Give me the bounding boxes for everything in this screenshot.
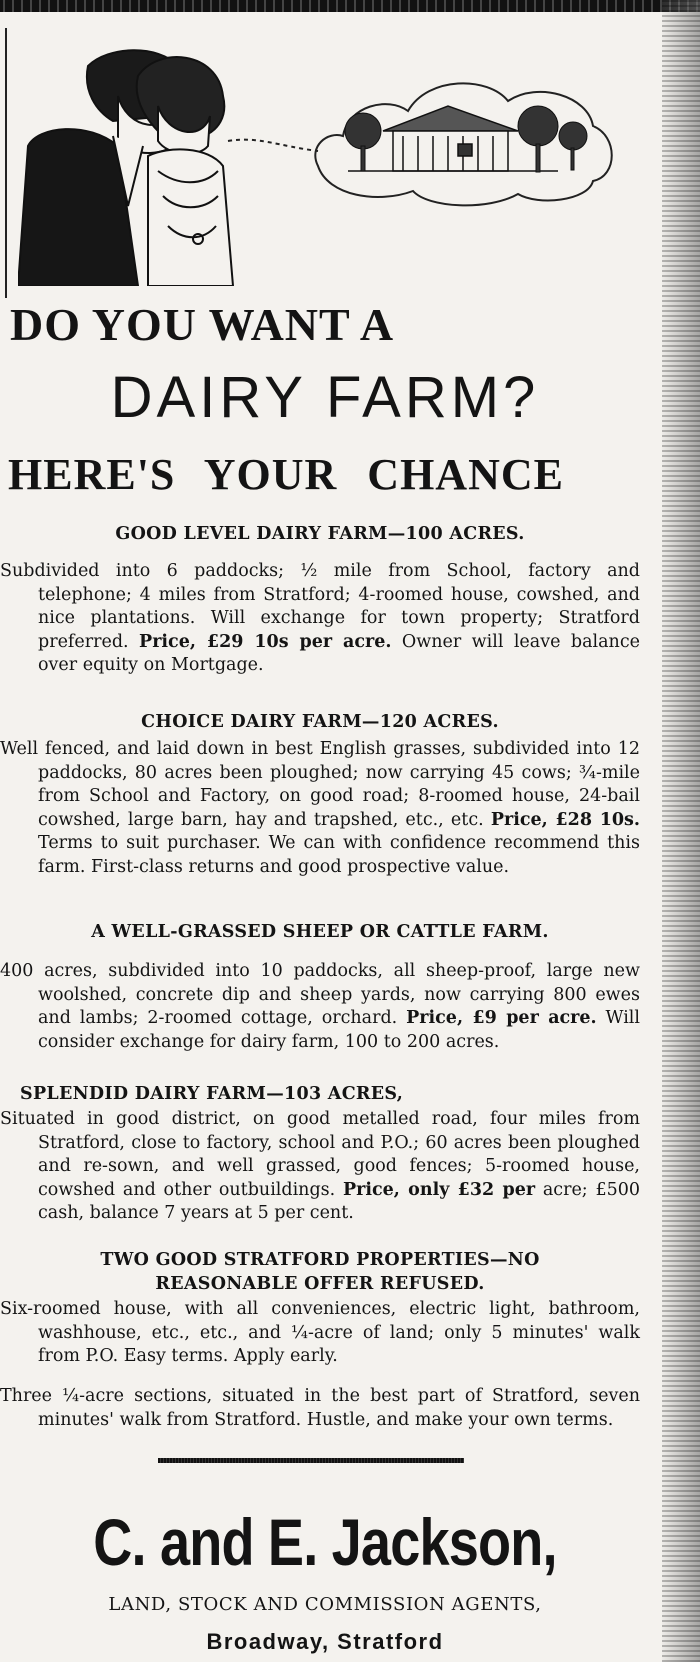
listing-heading: A WELL-GRASSED SHEEP OR CATTLE FARM. xyxy=(91,922,549,942)
listing-heading: SPLENDID DAIRY FARM—103 ACRES, xyxy=(20,1084,404,1104)
listing-heading: GOOD LEVEL DAIRY FARM—100 ACRES. xyxy=(115,524,525,544)
listing-description: Well fenced, and laid down in best English grasses, subdivided into 12 paddocks, 80 acres been ploughed; now carrying 45 cows; ¾-mile from School and Factory, on good road; 8-roomed house, 24-bail cowshed, large barn, hay and trapshed, etc., etc. Price, £28 10s. Terms to suit purchaser. We can with confidence recommend this farm. First-class returns and good prospective value. xyxy=(0,739,641,877)
listing-heading: CHOICE DAIRY FARM—120 ACRES. xyxy=(141,712,499,732)
listing-splendid-dairy-farm xyxy=(0,1082,640,1226)
listing-price: Price, only £32 per xyxy=(342,1179,536,1200)
listing-heading: TWO GOOD STRATFORD PROPERTIES—NO REASONABLE OFFER REFUSED. xyxy=(100,1250,540,1294)
divider-rule xyxy=(158,1458,464,1463)
headline-do-you-want-a: DO YOU WANT A xyxy=(10,299,395,350)
couple-dreaming-of-farmhouse-illustration xyxy=(18,36,648,286)
listing-price: Price, £9 per acre. xyxy=(406,1008,597,1028)
firm-name: C. and E. Jackson, xyxy=(93,1505,557,1579)
listing-quarter-acre-sections xyxy=(0,1385,640,1432)
left-border-rule xyxy=(5,28,7,298)
woman-figure xyxy=(137,57,233,286)
page-edge-shadow xyxy=(662,0,700,1662)
listing-description: Situated in good district, on good metalled road, four miles from Stratford, close to factory, school and P.O.; 60 acres been ploughed and re-sown, and well grassed, good fences; 5-roomed house, cowshed and other outbuildings. Price, only £32 per acre; £500 cash, balance 7 years at 5 per cent. xyxy=(0,1109,641,1223)
headline-heres-your-chance: HERE'S YOUR CHANCE xyxy=(8,450,564,499)
firm-address: Broadway, Stratford xyxy=(206,1629,444,1654)
listing-sheep-or-cattle-farm xyxy=(0,920,640,1054)
listing-description: Subdivided into 6 paddocks; ½ mile from School, factory and telephone; 4 miles from Stratford; 4-roomed house, cowshed, and nice plantations. Will exchange for town property; Stratford preferred. Price, £29 10s per acre. Owner will leave balance over equity on Mortgage. xyxy=(0,561,640,675)
listing-good-level-dairy-farm xyxy=(0,522,640,678)
listing-price: Price, £29 10s per acre. xyxy=(139,631,392,652)
listing-description: Six-roomed house, with all conveniences, electric light, bathroom, washhouse, etc., etc., and ¼-acre of land; only 5 minutes' walk from P.O. Easy terms. Apply early. xyxy=(0,1299,640,1366)
top-border xyxy=(0,0,700,12)
listing-description: 400 acres, subdivided into 10 paddocks, all sheep-proof, large new woolshed, concrete dip and sheep yards, now carrying 800 ewes and lambs; 2-roomed cottage, orchard. Price, £9 per acre. Will consider exchange for dairy farm, 100 to 200 acres. xyxy=(0,961,640,1052)
listing-stratford-properties xyxy=(0,1248,640,1369)
listing-choice-dairy-farm xyxy=(0,710,640,879)
listing-description: Three ¼-acre sections, situated in the best part of Stratford, seven minutes' walk from Stratford. Hustle, and make your own terms. xyxy=(0,1386,640,1430)
firm-description: LAND, STOCK AND COMMISSION AGENTS, xyxy=(108,1594,542,1615)
listing-price: Price, £28 10s. xyxy=(490,809,641,830)
headline-dairy-farm: DAIRY FARM? xyxy=(110,365,540,430)
